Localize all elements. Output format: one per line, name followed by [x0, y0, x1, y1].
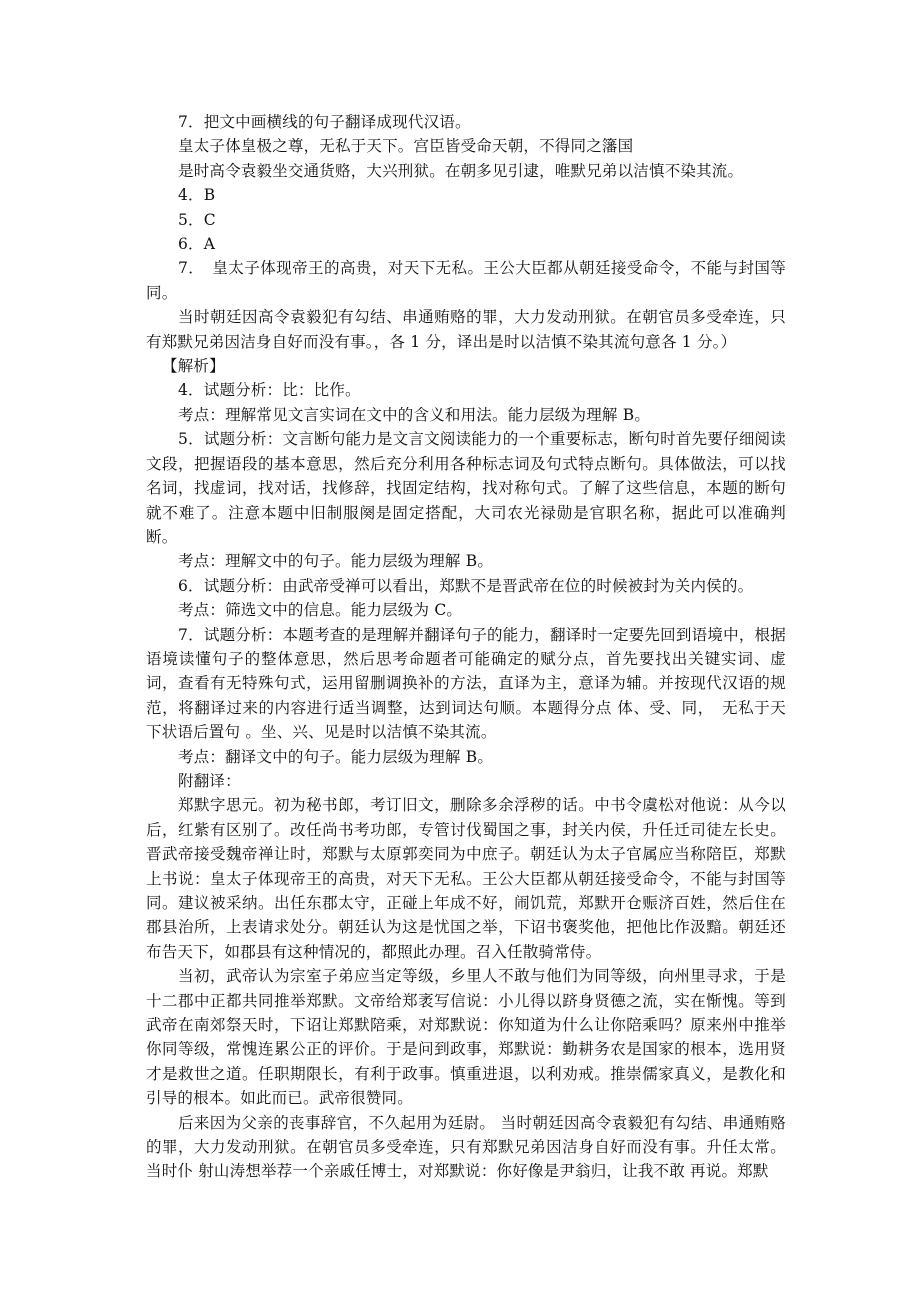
paragraph: 当时朝廷因高令袁毅犯有勾结、串通贿赂的罪，大力发动刑狱。在朝官员多受牵连，只有郑默兄弟因洁身自好而没有事。，各 1 分，译出是时以洁慎不染其流句意各 1 分。） [146, 308, 786, 351]
paragraph: 7．试题分析：本题考查的是理解并翻译句子的能力，翻译时一定要先回到语境中，根据语境读懂句子的整体意思，然后思考命题者可能确定的赋分点，首先要找出关键实词、虚词，查看有无特殊句式，运用留删调换补的方法，直译为主，意译为辅。并按现代汉语的规范，将翻译过来的内容进行适当调整，达到词达句顺。本题得分点 体、受、同， 无私于天下状语后置句 。坐、兴、见是时以洁慎不染其流。 [146, 625, 786, 742]
paragraph: 5．试题分析：文言断句能力是文言文阅读能力的一个重要标志，断句时首先要仔细阅读文段，把握语段的基本意思，然后充分利用各种标志词及句式特点断句。具体做法，可以找名词，找虚词，找对话，找修辞，找固定结构，找对称句式。了解了这些信息，本题的断句就不难了。注意本题中旧制服阕是固定搭配，大司农光禄勋是官职名称，据此可以准确判断。 [146, 430, 786, 546]
analysis-heading: 【解析】 [162, 357, 225, 376]
document-body [146, 110, 786, 1184]
paragraph: 考点：理解常见文言实词在文中的含义和用法。能力层级为理解 B。 [178, 405, 651, 424]
paragraph: 6．试题分析：由武帝受禅可以看出，郑默不是晋武帝在位的时候被封为关内侯的。 [178, 576, 754, 595]
paragraph: 是时高令袁毅坐交通货赂，大兴刑狱。在朝多见引逮，唯默兄弟以洁慎不染其流。 [178, 161, 744, 180]
paragraph: 考点：筛选文中的信息。能力层级为 C。 [178, 601, 463, 620]
translation-heading: 附翻译： [178, 771, 241, 790]
answer-line: 5．C [178, 210, 216, 229]
paragraph: 考点：理解文中的句子。能力层级为理解 B。 [178, 552, 494, 571]
paragraph: 考点：翻译文中的句子。能力层级为理解 B。 [178, 747, 494, 766]
translation-paragraph: 后来因为父亲的丧事辞官，不久起用为廷尉。 当时朝廷因高令袁毅犯有勾结、串通贿赂的罪，大力发动刑狱。在朝官员多受牵连，只有郑默兄弟因洁身自好而没有事。升任太常。当时仆 射山涛想举荐一个亲戚任博士，对郑默说：你好像是尹翁归，让我不敢 再说。郑默 [146, 1113, 786, 1181]
answer-line: 6．A [178, 235, 216, 254]
paragraph: 7． 皇太子体现帝王的高贵，对天下无私。王公大臣都从朝廷接受命令，不能与封国等同。 [146, 259, 786, 302]
paragraph: 皇太子体皇极之尊，无私于天下。宫臣皆受命天朝，不得同之籓国 [178, 137, 634, 156]
paragraph: 7．把文中画横线的句子翻译成现代汉语。 [178, 113, 471, 131]
translation-paragraph: 郑默字思元。初为秘书郎，考订旧文，删除多余浮秽的话。中书令虞松对他说：从今以后，红紫有区别了。改任尚书考功郎，专管讨伐蜀国之事，封关内侯，升任迁司徒左长史。晋武帝接受魏帝禅让时，郑默与太原郭奕同为中庶子。朝廷认为太子官属应当称陪臣，郑默上书说：皇太子体现帝王的高贵，对天下无私。王公大臣都从朝廷接受命令，不能与封国等同。建议被采纳。出任东郡太守，正碰上年成不好，闹饥荒，郑默开仓赈济百姓，然后住在郡县治所，上表请求处分。朝廷认为这是忧国之举，下诏书褒奖他，把他比作汲黯。朝廷还布告天下，如郡县有这种情况的，都照此办理。召入任散骑常侍。 [146, 796, 786, 961]
answer-line: 4．B [178, 186, 216, 205]
paragraph: 4．试题分析：比：比作。 [178, 381, 361, 400]
translation-paragraph: 当初，武帝认为宗室子弟应当定等级，乡里人不敢与他们为同等级，向州里寻求，于是十二郡中正都共同推举郑默。文帝给郑袤写信说：小儿得以跻身贤德之流，实在惭愧。等到武帝在南郊祭天时，下诏让郑默陪乘，对郑默说：你知道为什么让你陪乘吗？原来州中推举你同等级，常愧连累公正的评价。于是问到政事，郑默说：勤耕务农是国家的根本，选用贤才是救世之道。任职期限长，有利于政事。慎重进退，以利劝戒。推崇儒家真义，是教化和引导的根本。如此而已。武帝很赞同。 [146, 967, 786, 1108]
